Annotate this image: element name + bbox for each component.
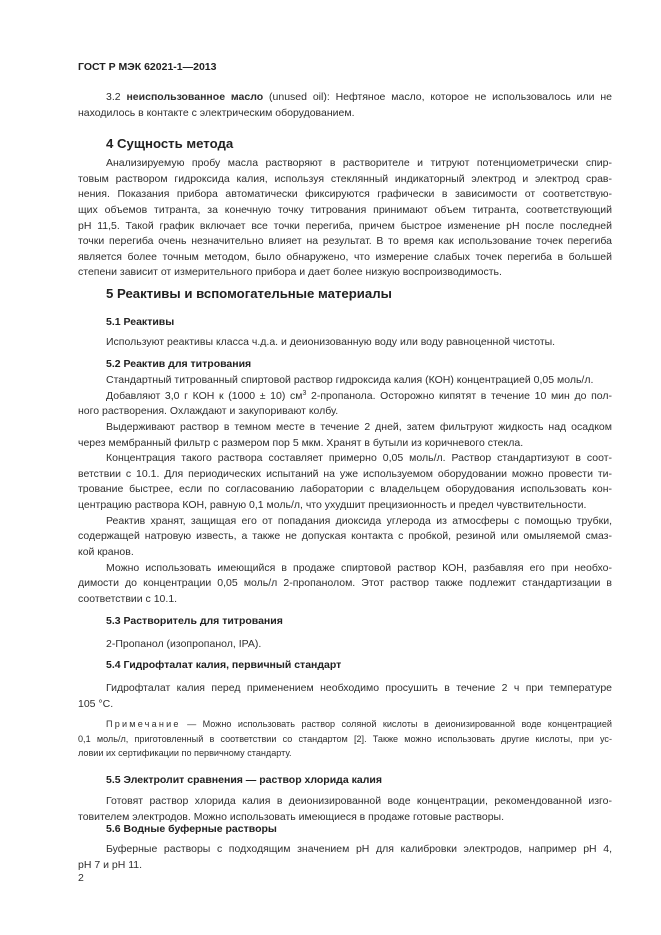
text-line: через мембранный фильтр с размером пор 5 мкм. Хранят в бутыли из коричневого стекла. <box>78 436 524 449</box>
text-line: Концентрация такого раствора составляет примерно 0,05 моль/л. Раствор стандартизуют в соот- <box>106 452 612 465</box>
text-line: содержащей натровую известь, а также не допуская контакта с пробкой, резиной или омыляемой смаз- <box>78 530 612 543</box>
subsection-5-4-heading: 5.4 Гидрофталат калия, первичный стандарт <box>106 659 342 671</box>
text-run: (unused oil): Нефтяное масло, которое не использовалось или не <box>263 91 613 103</box>
text-line: Используют реактивы класса ч.д.а. и деионизованную воду или воду равноценной чистоты. <box>106 336 556 348</box>
subsection-5-5-heading: 5.5 Электролит сравнения — раствор хлорида калия <box>106 774 382 786</box>
text-line: трование быстрее, если по согласованию лаборатории с владельцем оборудования использовать кон- <box>78 483 612 496</box>
section-5-heading: 5 Реактивы и вспомогательные материалы <box>106 286 392 301</box>
text-line: Стандартный титрованный спиртовой раствор гидроксида калия (КОН) концентрацией 0,05 моль/л. <box>106 374 594 386</box>
text-run: 3 <box>302 389 307 397</box>
subsection-5-3-heading: 5.3 Растворитель для титрования <box>106 615 283 627</box>
text-line: 0,1 моль/л, приготовленный в соответствии со стандартом [2]. Также можно использовать другие кислоты, при ус- <box>78 733 612 744</box>
text-run: — Можно использовать раствор соляной кислоты в деионизированной воде концентрацией <box>180 719 612 729</box>
text-line: Буферные растворы с подходящим значением pH для калибровки электродов, например pH 4, <box>106 843 612 855</box>
text-line: степени зависит от измерительного прибора и дает более низкую воспроизводимость. <box>78 266 502 279</box>
text-line: Готовят раствор хлорида калия в деионизированной воде концентрации, рекомендованной изго- <box>106 795 612 807</box>
subsection-5-5-text <box>78 794 612 825</box>
section-4-heading: 4 Сущность метода <box>106 136 234 151</box>
section-4-text <box>78 156 612 281</box>
text-line: точки перегиба очень незначительно влияет на результат. В то время как использование точек перегиба <box>78 235 612 248</box>
subsection-5-2-heading: 5.2 Реактив для титрования <box>106 358 252 370</box>
text-line: товым раствором гидроксида калия, используя стеклянный индикаторный электрод и электрод срав- <box>78 172 612 185</box>
text-line: ветствии с 10.1. Для периодических испытаний на уже используемом оборудовании можно провести ти- <box>78 467 612 480</box>
subsection-5-1-heading: 5.1 Реактивы <box>106 316 175 328</box>
text-run: 3.2 <box>106 91 127 103</box>
subsection-5-4-text <box>78 681 612 712</box>
text-line: ного растворения. Охлаждают и закупоривают колбу. <box>78 405 339 418</box>
text-line: нения. Показания прибора автоматически фиксируются графически в зависимости от соответствую- <box>78 188 612 201</box>
subsection-5-4-note <box>78 717 612 761</box>
text-line: 2-Пропанол (изопропанол, IPA). <box>106 638 262 650</box>
defined-term: неиспользованное масло <box>126 91 264 103</box>
page-number: 2 <box>78 872 84 884</box>
text-run: Добавляют 3,0 г КОН к (1000 ± 10) см <box>106 389 303 402</box>
text-line: центрацию раствора КОН, равную 0,1 моль/л, что ухудшит прецизионность и предел чувствительности. <box>78 499 587 512</box>
text-line <box>78 389 612 405</box>
text-line: pH 11,5. Такой график включает все точки перегиба, причем быстрое изменение pH после последней <box>78 219 612 232</box>
document-header: ГОСТ Р МЭК 62021-1—2013 <box>78 61 217 73</box>
text-line: Анализируемую пробу масла растворяют в растворителе и титруют потенциометрически спир- <box>106 157 612 169</box>
text-line: 105 °C. <box>78 697 114 710</box>
text-line: товителем электродов. Можно использовать имеющиеся в продаже готовые растворы. <box>78 810 505 823</box>
text-line: находилось в контакте с электрическим оборудованием. <box>78 106 355 119</box>
text-line: Можно использовать имеющийся в продаже спиртовой раствор КОН, разбавляя его при необхо- <box>106 561 612 574</box>
text-line <box>78 90 612 106</box>
text-line: Реактив хранят, защищая его от попадания диоксида углерода из атмосферы с помощью трубки, <box>106 514 612 527</box>
text-run: 2-пропанола. Осторожно кипятят в течение 10 мин до пол- <box>306 389 613 402</box>
subsection-5-1-text <box>78 335 612 351</box>
text-line: Выдерживают раствор в темном месте в течение 2 дней, затем фильтруют жидкость над осадком <box>106 420 612 433</box>
text-line: pH 7 и pH 11. <box>78 858 143 871</box>
text-line <box>78 717 612 732</box>
text-line: соответствии с 10.1. <box>78 592 178 605</box>
subsection-5-6-heading: 5.6 Водные буферные растворы <box>106 823 277 835</box>
text-line: димости до концентрации 0,05 моль/л 2-пропанолом. Этот раствор также подлежит стандартизации в <box>78 577 612 590</box>
text-line: щих объемов титранта, за конечную точку титрования принимают объем титранта, соответствующий <box>78 203 612 216</box>
text-line: кой кранов. <box>78 546 134 559</box>
definition-3-2 <box>78 90 612 121</box>
subsection-5-2-text <box>78 373 612 608</box>
text-line: является более точным методом, было обнаружено, что измерение слабых точек перегиба в большей <box>78 250 612 263</box>
text-line: ловии их сертификации по первичному стандарту. <box>78 748 292 759</box>
note-label: Примечание <box>106 719 181 729</box>
subsection-5-6-text <box>78 842 612 873</box>
subsection-5-3-text <box>78 637 612 653</box>
text-line: Гидрофталат калия перед применением необходимо просушить в течение 2 ч при температуре <box>106 682 612 694</box>
